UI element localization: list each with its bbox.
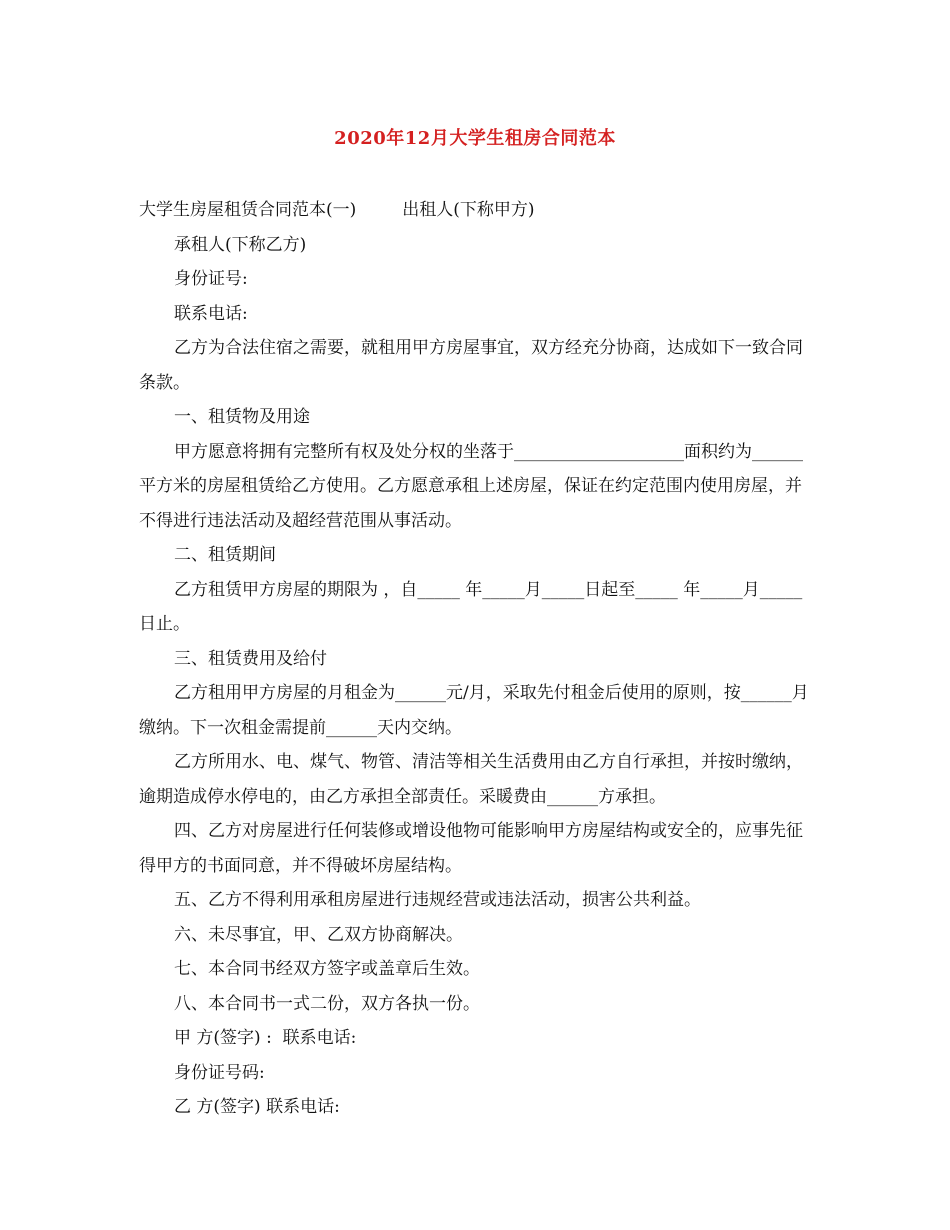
document-body [139, 193, 815, 1125]
party-a-id-line: 身份证号码: [174, 1062, 265, 1083]
lessee-label: 承租人(下称乙方) [174, 234, 307, 255]
paragraph-rent: 乙方租用甲方房屋的月租金为______元/月，采取先付租金后使用的原则，按______月缴纳。下一次租金需提前______天内交纳。 [139, 683, 809, 738]
paragraph-lease-object: 甲方愿意将拥有完整所有权及处分权的坐落于____________________面积约为______平方米的房屋租赁给乙方使用。乙方愿意承租上述房屋，保证在约定范围内使用房屋，并不得进行违法活动及超经营范围从事活动。 [139, 441, 803, 531]
section-heading-3: 三、租赁费用及给付 [174, 648, 327, 669]
party-a-signature-line: 甲 方(签字) : 联系电话: [174, 1028, 357, 1048]
paragraph-preamble: 乙方为合法住宿之需要，就租用甲方房屋事宜，双方经充分协商，达成如下一致合同条款。 [139, 338, 803, 393]
document-title: 2020年12月大学生租房合同范本 [334, 128, 616, 149]
lessor-label: 出租人(下称甲方) [402, 200, 535, 220]
section-heading-1: 一、租赁物及用途 [174, 407, 310, 427]
paragraph-lease-period: 乙方租赁甲方房屋的期限为 ，自_____ 年_____月_____日起至_____ 年_____月_____日止。 [139, 579, 803, 634]
paragraph-utilities: 乙方所用水、电、煤气、物管、清洁等相关生活费用由乙方自行承担，并按时缴纳，逾期造成停水停电的，由乙方承担全部责任。采暖费由______方承担。 [139, 752, 803, 807]
phone-label: 联系电话: [174, 303, 248, 324]
clause-4: 四、乙方对房屋进行任何装修或增设他物可能影响甲方房屋结构或安全的，应事先征得甲方的书面同意，并不得破坏房屋结构。 [139, 821, 803, 876]
paragraph-contract-heading [139, 193, 815, 228]
clause-8: 八、本合同书一式二份，双方各执一份。 [174, 993, 480, 1014]
party-b-signature-line: 乙 方(签字) 联系电话: [174, 1097, 340, 1117]
clause-7: 七、本合同书经双方签字或盖章后生效。 [174, 959, 480, 979]
clause-6: 六、未尽事宜，甲、乙双方协商解决。 [174, 924, 463, 945]
section-heading-2: 二、租赁期间 [174, 545, 276, 565]
clause-5: 五、乙方不得利用承租房屋进行违规经营或违法活动，损害公共利益。 [174, 890, 701, 910]
contract-section-heading: 大学生房屋租赁合同范本(一) [139, 200, 357, 220]
id-number-label: 身份证号: [174, 269, 248, 289]
